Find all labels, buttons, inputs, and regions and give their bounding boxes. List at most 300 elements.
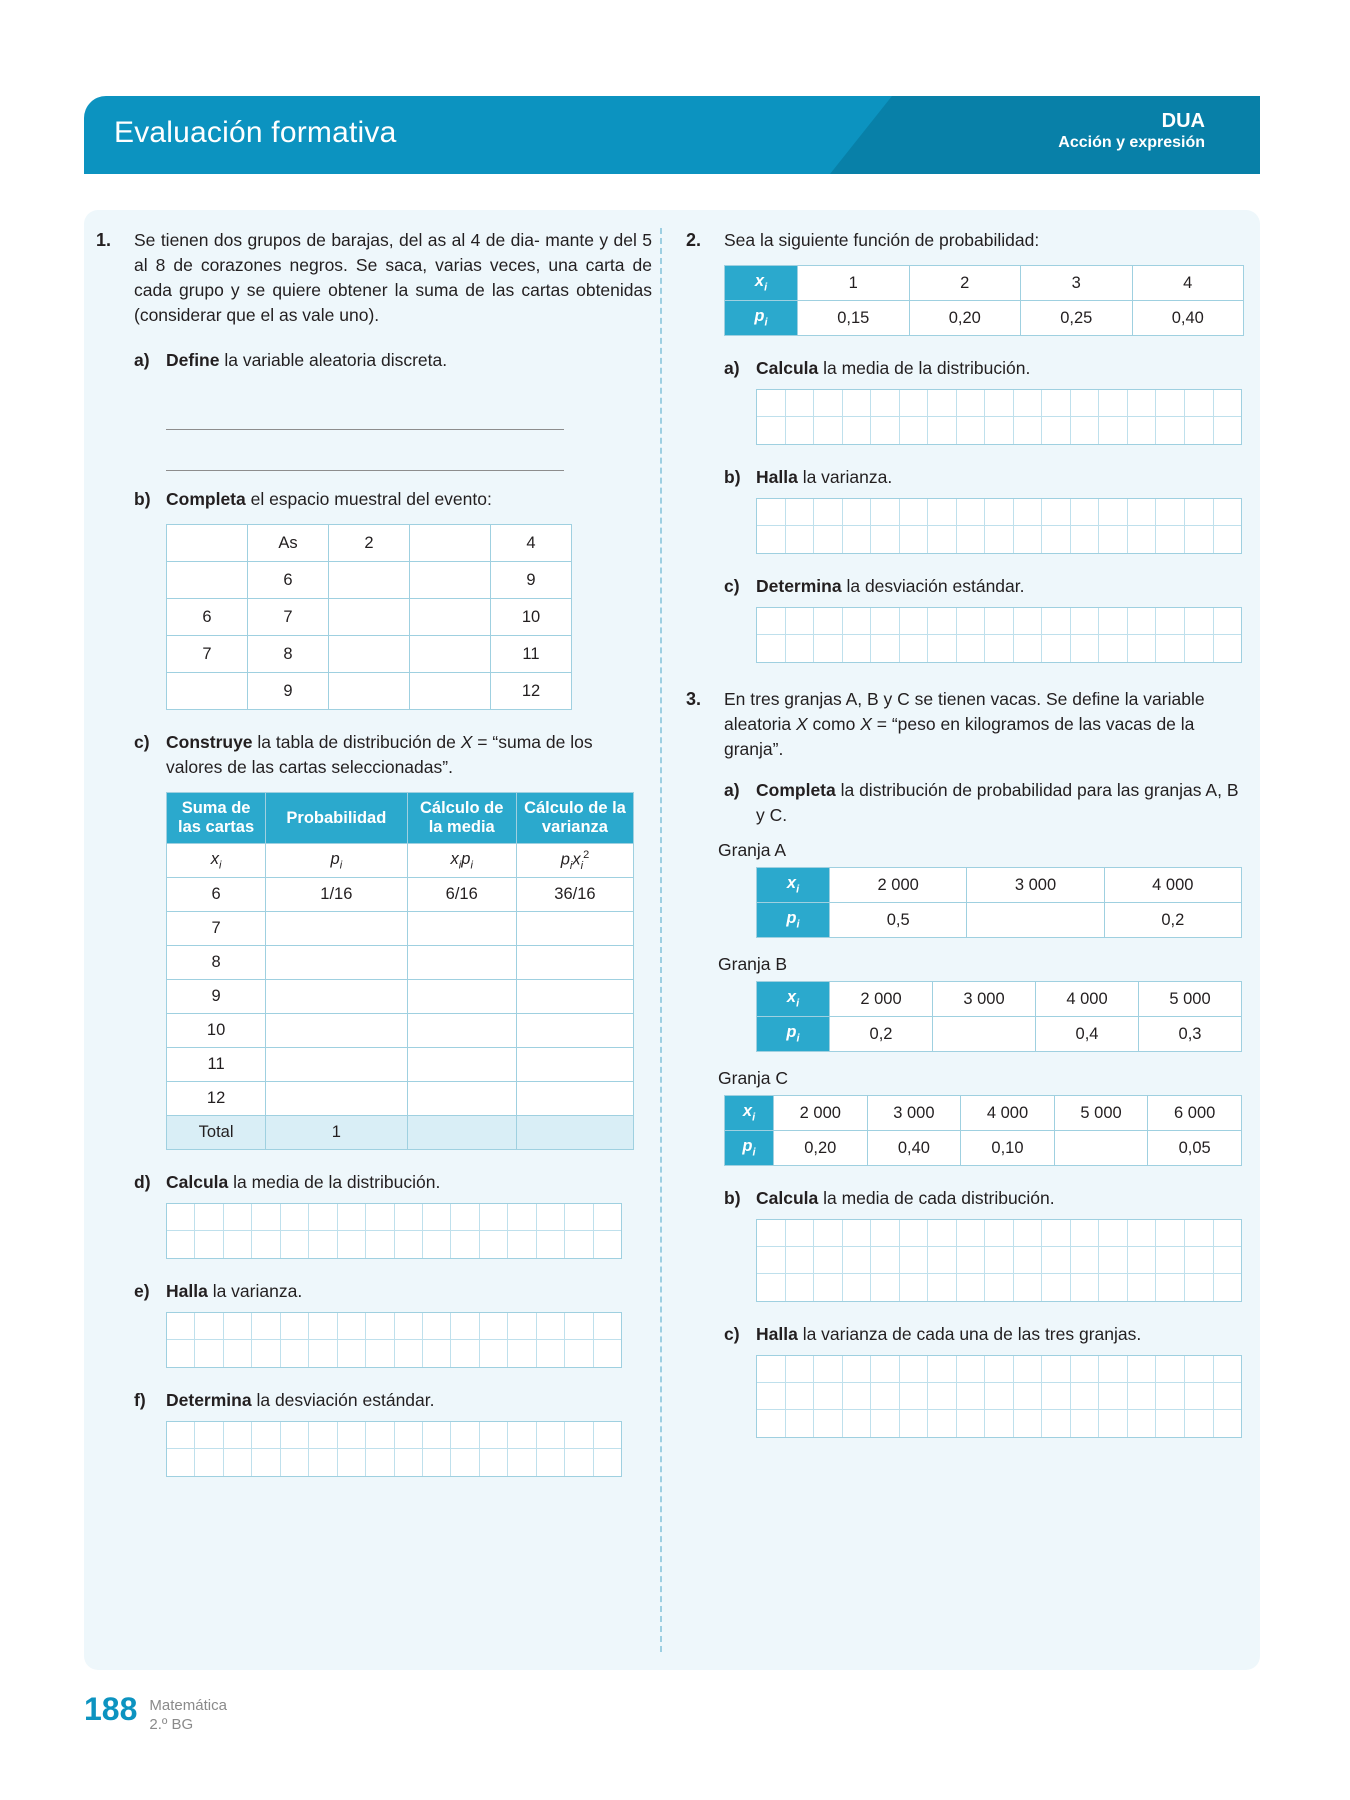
answer-grid-cell[interactable] <box>871 1383 900 1410</box>
answer-grid-cell[interactable] <box>1014 1220 1043 1247</box>
answer-grid-cell[interactable] <box>1099 608 1128 635</box>
answer-grid-cell[interactable] <box>423 1231 451 1258</box>
answer-grid-cell[interactable] <box>1156 526 1185 553</box>
answer-grid-cell[interactable] <box>1214 1220 1242 1247</box>
answer-grid-cell[interactable] <box>871 1247 900 1274</box>
answer-grid-cell[interactable] <box>757 1274 786 1301</box>
answer-grid-cell[interactable] <box>252 1204 280 1231</box>
cell[interactable]: 6 <box>167 878 266 912</box>
cell[interactable]: 2 000 <box>830 982 933 1017</box>
answer-grid-cell[interactable] <box>786 1383 815 1410</box>
answer-grid-cell[interactable] <box>928 1247 957 1274</box>
answer-grid-cell[interactable] <box>900 1410 929 1437</box>
answer-grid-cell[interactable] <box>537 1231 565 1258</box>
answer-grid-cell[interactable] <box>757 417 786 444</box>
answer-grid-cell[interactable] <box>957 1220 986 1247</box>
answer-grid-cell[interactable] <box>1214 1356 1242 1383</box>
answer-grid-cell[interactable] <box>565 1449 593 1476</box>
answer-grid-cell[interactable] <box>594 1422 621 1449</box>
answer-grid-cell[interactable] <box>1185 1383 1214 1410</box>
answer-grid-cell[interactable] <box>309 1340 337 1367</box>
answer-grid-cell[interactable] <box>814 1410 843 1437</box>
answer-grid-cell[interactable] <box>565 1313 593 1340</box>
answer-grid-cell[interactable] <box>224 1449 252 1476</box>
answer-grid-cell[interactable] <box>928 1274 957 1301</box>
cell[interactable]: 0,20 <box>774 1131 868 1166</box>
answer-grid-cell[interactable] <box>957 417 986 444</box>
answer-grid-cell[interactable] <box>252 1231 280 1258</box>
answer-grid-cell[interactable] <box>537 1340 565 1367</box>
answer-grid-cell[interactable] <box>757 526 786 553</box>
answer-grid-cell[interactable] <box>594 1449 621 1476</box>
cell[interactable]: 0,5 <box>830 903 967 938</box>
cell[interactable]: 0,40 <box>867 1131 961 1166</box>
answer-grid-cell[interactable] <box>1099 499 1128 526</box>
answer-grid-cell[interactable] <box>508 1313 536 1340</box>
cell[interactable] <box>329 599 410 636</box>
answer-grid-cell[interactable] <box>814 417 843 444</box>
answer-grid-cell[interactable] <box>928 1356 957 1383</box>
cell[interactable] <box>516 1014 633 1048</box>
cell[interactable] <box>329 562 410 599</box>
answer-grid-cell[interactable] <box>195 1231 223 1258</box>
cell[interactable]: 11 <box>491 636 572 673</box>
answer-grid-cell[interactable] <box>985 635 1014 662</box>
answer-grid-cell[interactable] <box>957 1410 986 1437</box>
cell[interactable] <box>407 1014 516 1048</box>
answer-grid-cell[interactable] <box>843 635 872 662</box>
answer-grid-cell[interactable] <box>1042 1220 1071 1247</box>
answer-grid-cell[interactable] <box>928 526 957 553</box>
answer-grid-cell[interactable] <box>985 390 1014 417</box>
answer-grid-cell[interactable] <box>508 1204 536 1231</box>
answer-grid-cell[interactable] <box>871 1356 900 1383</box>
cell[interactable] <box>407 1116 516 1150</box>
answer-grid-cell[interactable] <box>928 1410 957 1437</box>
answer-grid-1d[interactable] <box>166 1203 622 1259</box>
answer-grid-cell[interactable] <box>594 1231 621 1258</box>
cell[interactable] <box>407 946 516 980</box>
answer-grid-cell[interactable] <box>395 1231 423 1258</box>
answer-grid-cell[interactable] <box>508 1422 536 1449</box>
answer-grid-cell[interactable] <box>900 1274 929 1301</box>
answer-grid-cell[interactable] <box>843 1274 872 1301</box>
answer-grid-cell[interactable] <box>871 526 900 553</box>
answer-grid-cell[interactable] <box>1128 1274 1157 1301</box>
cell[interactable] <box>410 525 491 562</box>
answer-grid-cell[interactable] <box>309 1313 337 1340</box>
answer-grid-2c[interactable] <box>756 607 1242 663</box>
answer-grid-cell[interactable] <box>1214 499 1242 526</box>
cell[interactable] <box>407 1082 516 1116</box>
answer-grid-cell[interactable] <box>1128 390 1157 417</box>
answer-grid-cell[interactable] <box>814 1274 843 1301</box>
answer-grid-cell[interactable] <box>1014 1383 1043 1410</box>
cell[interactable]: 3 000 <box>867 1096 961 1131</box>
answer-grid-cell[interactable] <box>871 390 900 417</box>
cell[interactable]: 4 000 <box>1036 982 1139 1017</box>
answer-grid-cell[interactable] <box>1214 1247 1242 1274</box>
answer-grid-cell[interactable] <box>1156 1383 1185 1410</box>
answer-grid-cell[interactable] <box>1014 417 1043 444</box>
answer-grid-cell[interactable] <box>1071 608 1100 635</box>
answer-grid-cell[interactable] <box>1014 1274 1043 1301</box>
answer-grid-cell[interactable] <box>395 1204 423 1231</box>
cell[interactable]: 0,25 <box>1021 301 1133 336</box>
answer-grid-cell[interactable] <box>900 1356 929 1383</box>
answer-grid-cell[interactable] <box>508 1449 536 1476</box>
cell[interactable] <box>516 1116 633 1150</box>
answer-grid-cell[interactable] <box>928 1383 957 1410</box>
answer-grid-cell[interactable] <box>309 1449 337 1476</box>
answer-line-2[interactable] <box>166 430 564 471</box>
cell[interactable] <box>266 980 407 1014</box>
cell[interactable]: 10 <box>167 1014 266 1048</box>
answer-grid-cell[interactable] <box>594 1204 621 1231</box>
answer-grid-cell[interactable] <box>957 390 986 417</box>
answer-grid-cell[interactable] <box>1099 1356 1128 1383</box>
answer-grid-cell[interactable] <box>1014 526 1043 553</box>
answer-grid-cell[interactable] <box>1185 608 1214 635</box>
answer-grid-cell[interactable] <box>565 1204 593 1231</box>
cell[interactable]: 4 <box>1132 266 1244 301</box>
answer-grid-cell[interactable] <box>757 635 786 662</box>
answer-grid-2a[interactable] <box>756 389 1242 445</box>
answer-grid-cell[interactable] <box>565 1340 593 1367</box>
answer-grid-cell[interactable] <box>224 1422 252 1449</box>
answer-grid-cell[interactable] <box>451 1422 479 1449</box>
answer-grid-cell[interactable] <box>480 1340 508 1367</box>
answer-grid-1f[interactable] <box>166 1421 622 1477</box>
answer-grid-cell[interactable] <box>871 608 900 635</box>
cell[interactable] <box>410 673 491 710</box>
answer-grid-cell[interactable] <box>786 390 815 417</box>
cell[interactable]: 0,2 <box>830 1017 933 1052</box>
answer-grid-cell[interactable] <box>814 608 843 635</box>
cell[interactable] <box>516 1048 633 1082</box>
cell[interactable] <box>407 980 516 1014</box>
answer-grid-cell[interactable] <box>480 1231 508 1258</box>
answer-grid-cell[interactable] <box>1185 417 1214 444</box>
answer-grid-cell[interactable] <box>508 1340 536 1367</box>
answer-grid-cell[interactable] <box>565 1231 593 1258</box>
answer-grid-cell[interactable] <box>480 1422 508 1449</box>
answer-grid-cell[interactable] <box>366 1449 394 1476</box>
cell[interactable]: 2 <box>909 266 1021 301</box>
answer-grid-cell[interactable] <box>167 1231 195 1258</box>
answer-grid-cell[interactable] <box>871 635 900 662</box>
answer-grid-cell[interactable] <box>1071 1220 1100 1247</box>
cell[interactable]: 9 <box>167 980 266 1014</box>
cell[interactable] <box>266 1048 407 1082</box>
answer-grid-cell[interactable] <box>985 1356 1014 1383</box>
answer-grid-cell[interactable] <box>480 1449 508 1476</box>
answer-grid-cell[interactable] <box>928 499 957 526</box>
answer-grid-cell[interactable] <box>281 1204 309 1231</box>
cell[interactable]: 3 000 <box>933 982 1036 1017</box>
answer-grid-cell[interactable] <box>451 1449 479 1476</box>
cell[interactable] <box>410 599 491 636</box>
answer-grid-cell[interactable] <box>224 1313 252 1340</box>
answer-grid-cell[interactable] <box>1014 608 1043 635</box>
answer-grid-cell[interactable] <box>1128 526 1157 553</box>
answer-grid-cell[interactable] <box>1042 1356 1071 1383</box>
answer-grid-cell[interactable] <box>1156 635 1185 662</box>
cell[interactable]: 0,3 <box>1139 1017 1242 1052</box>
answer-grid-cell[interactable] <box>1214 608 1242 635</box>
answer-grid-cell[interactable] <box>843 390 872 417</box>
answer-grid-cell[interactable] <box>900 1247 929 1274</box>
answer-grid-cell[interactable] <box>1156 1247 1185 1274</box>
answer-grid-cell[interactable] <box>871 499 900 526</box>
answer-grid-cell[interactable] <box>1014 499 1043 526</box>
answer-grid-cell[interactable] <box>786 1410 815 1437</box>
answer-grid-cell[interactable] <box>871 1410 900 1437</box>
answer-grid-cell[interactable] <box>451 1231 479 1258</box>
answer-grid-cell[interactable] <box>1071 635 1100 662</box>
answer-grid-cell[interactable] <box>1071 526 1100 553</box>
answer-grid-cell[interactable] <box>814 499 843 526</box>
answer-grid-cell[interactable] <box>338 1449 366 1476</box>
answer-grid-cell[interactable] <box>786 499 815 526</box>
answer-grid-cell[interactable] <box>1156 1220 1185 1247</box>
answer-grid-cell[interactable] <box>843 499 872 526</box>
cell[interactable]: 0,05 <box>1148 1131 1242 1166</box>
cell[interactable] <box>516 946 633 980</box>
answer-grid-cell[interactable] <box>1214 390 1242 417</box>
cell[interactable]: 2 000 <box>774 1096 868 1131</box>
answer-grid-cell[interactable] <box>1099 390 1128 417</box>
cell[interactable] <box>516 1082 633 1116</box>
answer-grid-cell[interactable] <box>1042 390 1071 417</box>
cell[interactable]: 0,10 <box>961 1131 1055 1166</box>
cell[interactable]: 2 <box>329 525 410 562</box>
cell[interactable] <box>933 1017 1036 1052</box>
answer-grid-cell[interactable] <box>1185 1220 1214 1247</box>
q2-probability-table[interactable] <box>724 265 1244 336</box>
answer-grid-cell[interactable] <box>757 1356 786 1383</box>
answer-grid-cell[interactable] <box>928 417 957 444</box>
answer-grid-cell[interactable] <box>167 1340 195 1367</box>
answer-grid-cell[interactable] <box>1099 417 1128 444</box>
cell[interactable]: As <box>248 525 329 562</box>
answer-grid-cell[interactable] <box>985 1383 1014 1410</box>
answer-grid-cell[interactable] <box>395 1340 423 1367</box>
answer-grid-cell[interactable] <box>1185 1274 1214 1301</box>
cell[interactable]: 8 <box>248 636 329 673</box>
answer-grid-cell[interactable] <box>957 635 986 662</box>
cell[interactable]: 6/16 <box>407 878 516 912</box>
answer-grid-cell[interactable] <box>1156 499 1185 526</box>
answer-grid-cell[interactable] <box>423 1422 451 1449</box>
answer-grid-cell[interactable] <box>1128 635 1157 662</box>
answer-grid-cell[interactable] <box>814 635 843 662</box>
cell[interactable]: 2 000 <box>830 868 967 903</box>
answer-grid-cell[interactable] <box>423 1449 451 1476</box>
answer-grid-cell[interactable] <box>957 1247 986 1274</box>
answer-grid-cell[interactable] <box>900 526 929 553</box>
answer-grid-cell[interactable] <box>309 1204 337 1231</box>
cell[interactable]: 3 <box>1021 266 1133 301</box>
cell[interactable] <box>167 673 248 710</box>
answer-grid-cell[interactable] <box>871 417 900 444</box>
answer-grid-cell[interactable] <box>957 608 986 635</box>
answer-grid-cell[interactable] <box>1042 608 1071 635</box>
answer-grid-cell[interactable] <box>1071 1410 1100 1437</box>
answer-grid-cell[interactable] <box>167 1204 195 1231</box>
answer-grid-cell[interactable] <box>985 1410 1014 1437</box>
cell[interactable] <box>167 562 248 599</box>
answer-grid-cell[interactable] <box>985 1274 1014 1301</box>
answer-grid-cell[interactable] <box>338 1231 366 1258</box>
answer-grid-cell[interactable] <box>1214 1383 1242 1410</box>
answer-grid-cell[interactable] <box>985 608 1014 635</box>
cell[interactable]: 0,2 <box>1104 903 1241 938</box>
answer-grid-cell[interactable] <box>395 1449 423 1476</box>
answer-grid-cell[interactable] <box>224 1231 252 1258</box>
answer-grid-cell[interactable] <box>814 1356 843 1383</box>
cell[interactable] <box>266 946 407 980</box>
answer-grid-cell[interactable] <box>985 417 1014 444</box>
answer-grid-cell[interactable] <box>928 635 957 662</box>
answer-grid-cell[interactable] <box>537 1204 565 1231</box>
answer-grid-cell[interactable] <box>1156 390 1185 417</box>
answer-grid-cell[interactable] <box>281 1231 309 1258</box>
answer-grid-cell[interactable] <box>843 1247 872 1274</box>
cell[interactable]: 9 <box>248 673 329 710</box>
answer-grid-cell[interactable] <box>508 1231 536 1258</box>
answer-grid-cell[interactable] <box>366 1340 394 1367</box>
answer-grid-cell[interactable] <box>757 1247 786 1274</box>
granja-c-table[interactable] <box>724 1095 1242 1166</box>
answer-grid-cell[interactable] <box>786 608 815 635</box>
answer-grid-3b[interactable] <box>756 1219 1242 1302</box>
answer-grid-cell[interactable] <box>843 526 872 553</box>
answer-grid-cell[interactable] <box>814 390 843 417</box>
answer-grid-cell[interactable] <box>1185 1410 1214 1437</box>
answer-grid-cell[interactable] <box>1014 390 1043 417</box>
answer-grid-cell[interactable] <box>167 1313 195 1340</box>
cell[interactable]: 6 <box>248 562 329 599</box>
cell[interactable] <box>967 903 1104 938</box>
answer-grid-cell[interactable] <box>423 1204 451 1231</box>
cell[interactable]: 1 <box>798 266 910 301</box>
answer-grid-cell[interactable] <box>1042 1274 1071 1301</box>
answer-grid-cell[interactable] <box>423 1340 451 1367</box>
answer-grid-cell[interactable] <box>1099 635 1128 662</box>
answer-grid-cell[interactable] <box>1099 1220 1128 1247</box>
answer-grid-cell[interactable] <box>537 1422 565 1449</box>
answer-grid-cell[interactable] <box>843 1356 872 1383</box>
answer-grid-cell[interactable] <box>786 1274 815 1301</box>
answer-grid-cell[interactable] <box>1128 1383 1157 1410</box>
cell[interactable]: 4 000 <box>961 1096 1055 1131</box>
answer-grid-cell[interactable] <box>395 1313 423 1340</box>
answer-grid-cell[interactable] <box>167 1449 195 1476</box>
answer-grid-cell[interactable] <box>366 1204 394 1231</box>
answer-grid-cell[interactable] <box>1042 417 1071 444</box>
distribution-table[interactable] <box>166 792 634 1150</box>
cell[interactable]: 6 000 <box>1148 1096 1242 1131</box>
cell[interactable] <box>516 912 633 946</box>
answer-grid-cell[interactable] <box>814 1220 843 1247</box>
answer-grid-cell[interactable] <box>366 1313 394 1340</box>
answer-grid-cell[interactable] <box>1156 1274 1185 1301</box>
answer-grid-cell[interactable] <box>786 1356 815 1383</box>
answer-grid-cell[interactable] <box>786 526 815 553</box>
answer-grid-cell[interactable] <box>957 499 986 526</box>
cell[interactable] <box>266 1014 407 1048</box>
answer-grid-cell[interactable] <box>757 608 786 635</box>
answer-grid-cell[interactable] <box>985 1247 1014 1274</box>
answer-grid-cell[interactable] <box>900 1383 929 1410</box>
answer-grid-cell[interactable] <box>167 1422 195 1449</box>
answer-grid-cell[interactable] <box>900 1220 929 1247</box>
answer-grid-cell[interactable] <box>338 1313 366 1340</box>
cell[interactable]: 0,15 <box>798 301 910 336</box>
answer-line-1[interactable] <box>166 389 564 430</box>
answer-grid-cell[interactable] <box>957 526 986 553</box>
answer-grid-cell[interactable] <box>1185 635 1214 662</box>
answer-grid-cell[interactable] <box>451 1340 479 1367</box>
cell[interactable]: 7 <box>167 636 248 673</box>
answer-grid-cell[interactable] <box>224 1204 252 1231</box>
answer-grid-cell[interactable] <box>957 1383 986 1410</box>
answer-grid-cell[interactable] <box>1185 390 1214 417</box>
cell[interactable] <box>1054 1131 1148 1166</box>
answer-grid-cell[interactable] <box>1042 1383 1071 1410</box>
answer-grid-cell[interactable] <box>1214 1274 1242 1301</box>
answer-grid-cell[interactable] <box>985 526 1014 553</box>
answer-grid-cell[interactable] <box>1071 1356 1100 1383</box>
answer-grid-cell[interactable] <box>1185 499 1214 526</box>
answer-grid-cell[interactable] <box>366 1231 394 1258</box>
cell[interactable]: 9 <box>491 562 572 599</box>
answer-grid-cell[interactable] <box>1071 499 1100 526</box>
answer-grid-cell[interactable] <box>1014 1247 1043 1274</box>
answer-grid-cell[interactable] <box>1214 417 1242 444</box>
answer-grid-cell[interactable] <box>195 1449 223 1476</box>
answer-grid-2b[interactable] <box>756 498 1242 554</box>
answer-grid-cell[interactable] <box>900 417 929 444</box>
cell[interactable]: 6 <box>167 599 248 636</box>
answer-grid-cell[interactable] <box>1185 1247 1214 1274</box>
answer-grid-cell[interactable] <box>900 390 929 417</box>
answer-grid-cell[interactable] <box>338 1340 366 1367</box>
answer-grid-cell[interactable] <box>1042 526 1071 553</box>
answer-grid-cell[interactable] <box>537 1449 565 1476</box>
sample-space-table[interactable] <box>166 524 572 710</box>
cell[interactable]: 7 <box>167 912 266 946</box>
answer-grid-cell[interactable] <box>786 1247 815 1274</box>
answer-grid-cell[interactable] <box>757 499 786 526</box>
answer-grid-cell[interactable] <box>281 1422 309 1449</box>
answer-grid-cell[interactable] <box>423 1313 451 1340</box>
answer-grid-cell[interactable] <box>451 1313 479 1340</box>
cell[interactable] <box>410 636 491 673</box>
answer-grid-cell[interactable] <box>224 1340 252 1367</box>
cell[interactable]: 0,4 <box>1036 1017 1139 1052</box>
cell[interactable]: 4 <box>491 525 572 562</box>
cell[interactable] <box>410 562 491 599</box>
answer-grid-cell[interactable] <box>1214 635 1242 662</box>
answer-grid-1e[interactable] <box>166 1312 622 1368</box>
cell[interactable] <box>407 912 516 946</box>
answer-grid-cell[interactable] <box>1014 635 1043 662</box>
cell[interactable]: 4 000 <box>1104 868 1241 903</box>
answer-grid-cell[interactable] <box>1099 1410 1128 1437</box>
answer-grid-cell[interactable] <box>309 1231 337 1258</box>
